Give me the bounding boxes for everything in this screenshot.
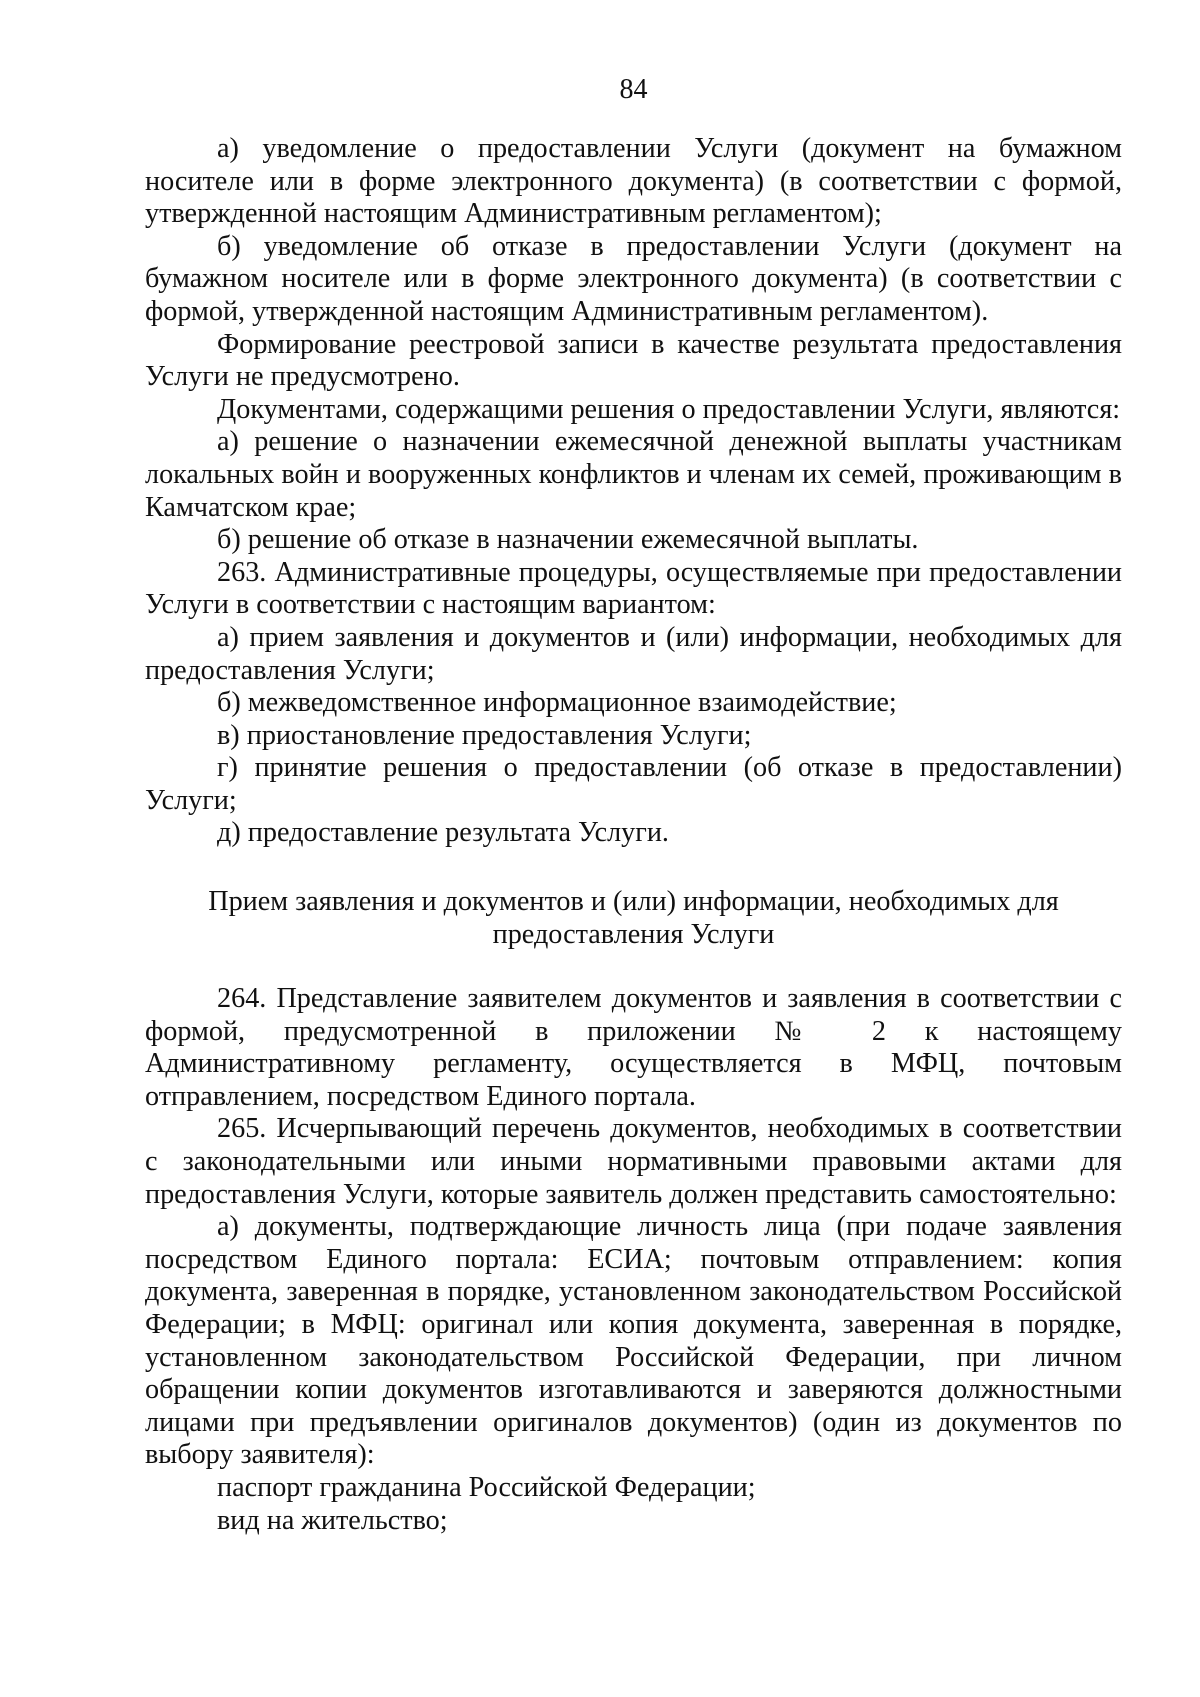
- paragraph-265-a: а) документы, подтверждающие личность лица (при подаче заявления посредством Единого портала: ЕСИА; почтовым отправлением: копия документа, заверенная в порядке, установленном законодательством Российской Федерации; в МФЦ: оригинал или копия документа, заверенная в порядке, установленном законодательством Российской Федерации, при личном обращении копии документов изготавливаются и заверяются должностными лицами при предъявлении оригиналов документов) (один из документов по выбору заявителя):: [145, 1211, 1122, 1471]
- paragraph-decision-documents: Документами, содержащими решения о предоставлении Услуги, являются:: [217, 393, 1121, 425]
- paragraph-263-a: а) прием заявления и документов и (или) информации, необходимых для предоставления Услуги;: [145, 621, 1122, 686]
- list-item-passport: паспорт гражданина Российской Федерации;: [217, 1471, 756, 1503]
- paragraph-decision-grant: а) решение о назначении ежемесячной денежной выплаты участникам локальных войн и вооруженных конфликтов и членам их семей, проживающим в Камчатском крае;: [145, 426, 1122, 523]
- body-text-before-heading: [145, 133, 1122, 850]
- list-item-residence-permit: вид на жительство;: [217, 1504, 448, 1536]
- section-heading: [145, 885, 1122, 951]
- paragraph-decision-refusal: б) решение об отказе в назначении ежемесячной выплаты.: [217, 524, 919, 556]
- paragraph-registry-record: Формирование реестровой записи в качестве результата предоставления Услуги не предусмотрено.: [145, 328, 1122, 393]
- paragraph-notice-refusal: б) уведомление об отказе в предоставлении Услуги (документ на бумажном носителе или в форме электронного документа) (в соответствии с формой, утвержденной настоящим Административным регламентом).: [145, 230, 1122, 327]
- paragraph-263: 263. Административные процедуры, осуществляемые при предоставлении Услуги в соответствии с настоящим вариантом:: [145, 556, 1122, 621]
- paragraph-265: 265. Исчерпывающий перечень документов, необходимых в соответствии с законодательными или иными нормативными правовыми актами для предоставления Услуги, которые заявитель должен представить самостоятельно:: [145, 1113, 1122, 1210]
- paragraph-263-d: д) предоставление результата Услуги.: [217, 817, 669, 849]
- paragraph-264: 264. Представление заявителем документов и заявления в соответствии с формой, предусмотренной в приложении № 2 к настоящему Административному регламенту, осуществляется в МФЦ, почтовым отправлением, посредством Единого портала.: [145, 983, 1122, 1112]
- section-heading-line-1: Прием заявления и документов и (или) информации, необходимых для: [208, 886, 1059, 917]
- paragraph-263-v: в) приостановление предоставления Услуги;: [217, 719, 752, 751]
- body-text-after-heading: [145, 983, 1122, 1537]
- paragraph-263-b: б) межведомственное информационное взаимодействие;: [217, 687, 897, 719]
- page-number: 84: [619, 74, 648, 105]
- section-heading-line-2: предоставления Услуги: [492, 919, 775, 950]
- paragraph-263-g: г) принятие решения о предоставлении (об отказе в предоставлении) Услуги;: [145, 752, 1122, 816]
- paragraph-notice-granted: а) уведомление о предоставлении Услуги (документ на бумажном носителе или в форме электронного документа) (в соответствии с формой, утвержденной настоящим Административным регламентом);: [145, 133, 1122, 230]
